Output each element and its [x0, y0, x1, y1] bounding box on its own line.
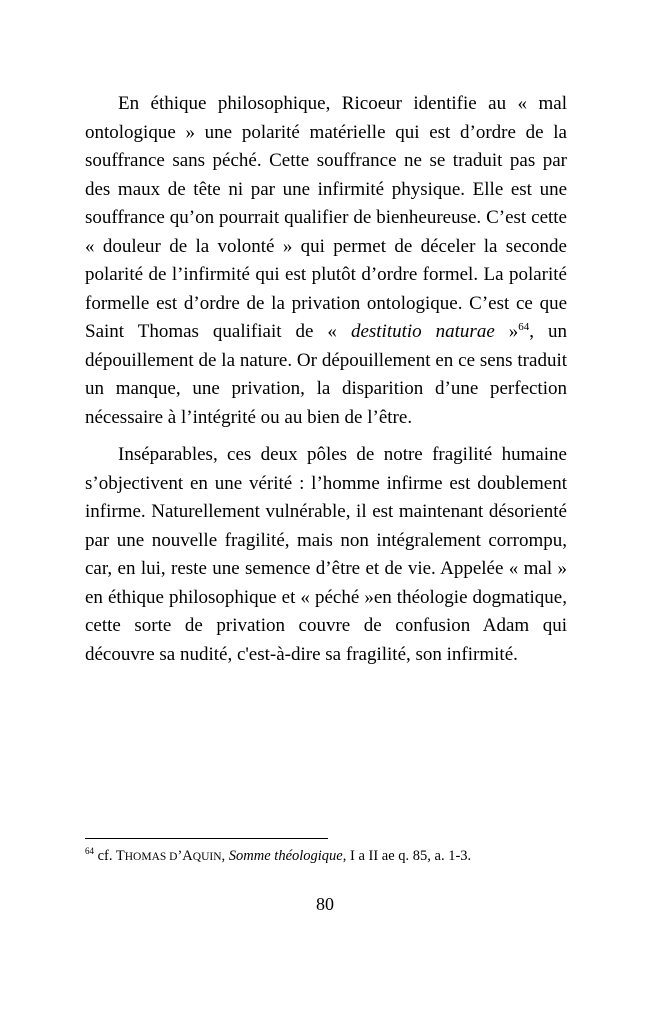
footnote-title: Somme théologique [228, 848, 343, 864]
footnote-author-part-2: QUIN [192, 851, 222, 863]
footnote-reference[interactable]: 64 [518, 321, 530, 333]
paragraph-2 [85, 441, 567, 669]
footnote-prefix: cf. T [94, 848, 125, 864]
footnote-number: 64 [85, 846, 94, 856]
footnote-author-part: HOMAS D [124, 851, 178, 863]
latin-phrase: destitutio naturae [350, 321, 495, 342]
paragraph-2-text: Inséparables, ces deux pôles de notre fragilité humaine s’objectivent en une vérité : l’homme infirme est doublement infirme. Naturellement vulnérable, il est maintenant désorienté par une nouvelle fragilité, mais non intégralement corrompu, car, en lui, reste une semence d’être et de vie. Appelée « mal » en éthique philosophique et « péché »en théologie dogmatique, cette sorte de privation couvre de confusion Adam qui découvre sa nudité, c'est-à-dire sa fragilité, son infirmité. [85, 444, 567, 665]
paragraph-1-text-end: , un dépouillement de la nature. Or dépouillement en ce sens traduit un manque, une privation, la disparition d’une perfection nécessaire à l’intégrité ou au bien de l’être. [85, 321, 568, 428]
footnote-comma: , [221, 848, 229, 864]
footnote [85, 846, 567, 867]
paragraph-1-text: En éthique philosophique, Ricoeur identifie au « mal ontologique » une polarité matérielle qui est d’ordre de la souffrance sans péché. Cette souffrance ne se traduit pas par des maux de tête ni par une infirmité physique. Elle est une souffrance qu’on pourrait qualifier de bienheureuse. C’est cette « douleur de la volonté » qui permet de déceler la seconde polarité de l’infirmité qui est plutôt d’ordre formel. La polarité formelle est d’ordre de la privation ontologique. C’est ce que Saint Thomas qualifiait de « [85, 93, 567, 342]
footnote-author-apostrophe: ’A [177, 848, 193, 864]
page-number: 80 [316, 894, 334, 914]
footnote-separator [85, 838, 328, 839]
body-text [85, 90, 567, 669]
paragraph-1 [85, 90, 567, 432]
footnote-reference-details: , I a II ae q. 85, a. 1-3. [342, 848, 472, 864]
closing-quote: » [494, 321, 519, 342]
